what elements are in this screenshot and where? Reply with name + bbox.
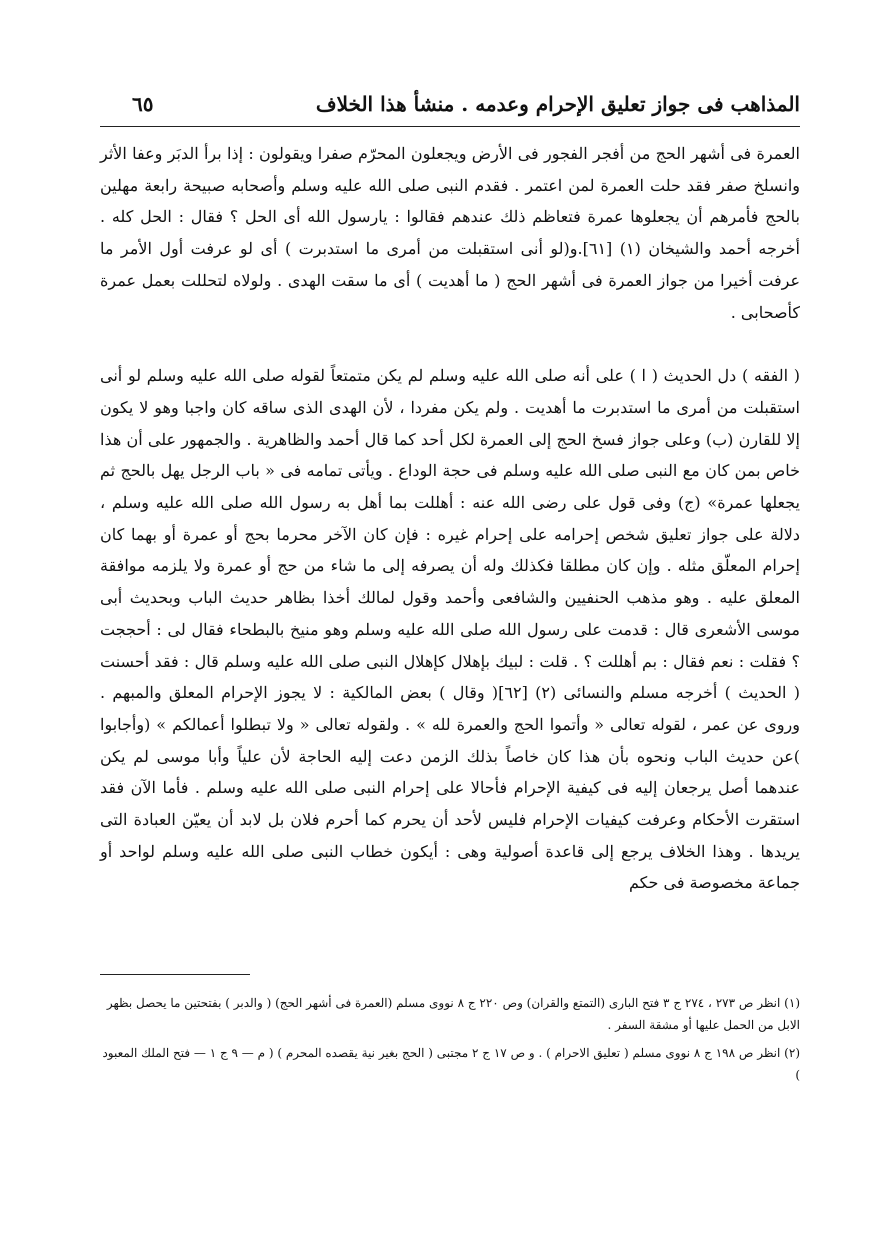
paragraph-gap <box>100 328 800 360</box>
page-number: ٦٥ <box>132 92 154 116</box>
header-rule <box>100 126 800 127</box>
footnote-1: (١) انظر ص ٢٧٣ ، ٢٧٤ ج ٣ فتح البارى (التمتع والقران) وص ٢٢٠ ج ٨ نووى مسلم (العمرة فى أشهر الحج) ( والدبر ) بفتحتين ما يحصل بظهر الابل من الحمل عليها أو مشقة السفر . <box>106 996 800 1032</box>
paragraph-hadith-explanation: العمرة فى أشهر الحج من أفجر الفجور فى الأرض ويجعلون المحرّم صفرا ويقولون : إذا برأ الدبَر وعفا الأثر وانسلخ صفر فقد حلت العمرة لمن اعتمر . فقدم النبى صلى الله عليه وسلم وأصحابه صبيحة رابعة مهلين بالحج فأمرهم أن يجعلوها عمرة فتعاظم ذلك عندهم فقالوا : يارسول الله أى الحل ؟ فقال : الحل كله . أخرجه أحمد والشيخان (١) [٦١].و(لو أنى استقبلت من أمرى ما استدبرت ) أى لو عرفت أول الأمر ما عرفت أخيرا من جواز العمرة فى أشهر الحج ( ما أهديت ) أى ما سقت الهدى . ولولاه لتحللت بعمل عمرة كأصحابى . <box>100 144 801 322</box>
book-page <box>100 88 800 1208</box>
footnote-rule <box>100 974 250 975</box>
footnotes <box>100 992 800 1092</box>
paragraph-fiqh: ( الفقه ) دل الحديث ( ا ) على أنه صلى الله عليه وسلم لم يكن متمتعاً لقوله صلى الله عليه وسلم لو أنى استقبلت من أمرى ما استدبرت ما أهديت . ولم يكن مفردا ، لأن الهدى الذى ساقه كان واجبا وهو لا يكون إلا للقارن (ب) وعلى جواز فسخ الحج إلى العمرة لكل أحد كما قال أحمد والظاهرية . والجمهور على أن هذا خاص بمن كان مع النبى صلى الله عليه وسلم فى حجة الوداع . ويأتى تمامه فى « باب الرجل يهل بالحج ثم يجعلها عمرة» (ج) وفى قول على رضى الله عنه : أهللت بما أهل به رسول الله صلى الله عليه وسلم ، دلالة على جواز تعليق شخص إحرامه على إحرام غيره : فإن كان الآخر محرما بحج أو عمرة أو بهما كان إحرام المعلّق مثله . وإن كان مطلقا فكذلك وله أن يصرفه إلى ما شاء من حج أو عمرة ولا يلزمه موافقة المعلق عليه . وهو مذهب الحنفيين والشافعى وأحمد وقول لمالك أخذا بظاهر حديث الباب وبحديث أبى موسى الأشعرى قال : قدمت على رسول الله صلى الله عليه وسلم وهو منيخ بالبطحاء فقال لى : أحججت ؟ فقلت : نعم فقال : بم أهللت ؟ . قلت : لبيك بإهلال كإهلال النبى صلى الله عليه وسلم قال : فقد أحسنت ( الحديث ) أخرجه مسلم والنسائى (٢) [٦٢]( وقال ) بعض المالكية : لا يجوز الإحرام المعلق والمبهم . وروى عن عمر ، لقوله تعالى « وأتموا الحج والعمرة لله » . ولقوله تعالى « ولا تبطلوا أعمالكم » (وأجابوا )عن حديث الباب ونحوه بأن هذا كان خاصاً بذلك الزمن دعت إليه الحاجة لأن علياً وأبا موسى لم يكن عندهما أصل يرجعان إليه فى كيفية الإحرام فأحالا على إحرام النبى صلى الله عليه وسلم . فأما الآن فقد استقرت الأحكام وعرفت كيفيات الإحرام فليس لأحد أن يحرم كما أحرم فلان بل لابد أن يعيّن العبادة التى يريدها . وهذا الخلاف يرجع إلى قاعدة أصولية وهى : أيكون خطاب النبى صلى الله عليه وسلم لواحد أو جماعة مخصوصة فى حكم <box>100 366 801 893</box>
main-text <box>100 138 800 899</box>
footnote-2: (٢) انظر ص ١٩٨ ج ٨ نووى مسلم ( تعليق الاحرام ) . و ص ١٧ ج ٢ مجتبى ( الحج بغير نية يقصده المحرم ) ( م — ٩ ج ١ — فتح الملك المعبود ) <box>102 1046 800 1082</box>
page-header <box>100 88 800 128</box>
running-title: المذاهب فى جواز تعليق الإحرام وعدمه . منشأ هذا الخلاف <box>315 92 800 116</box>
